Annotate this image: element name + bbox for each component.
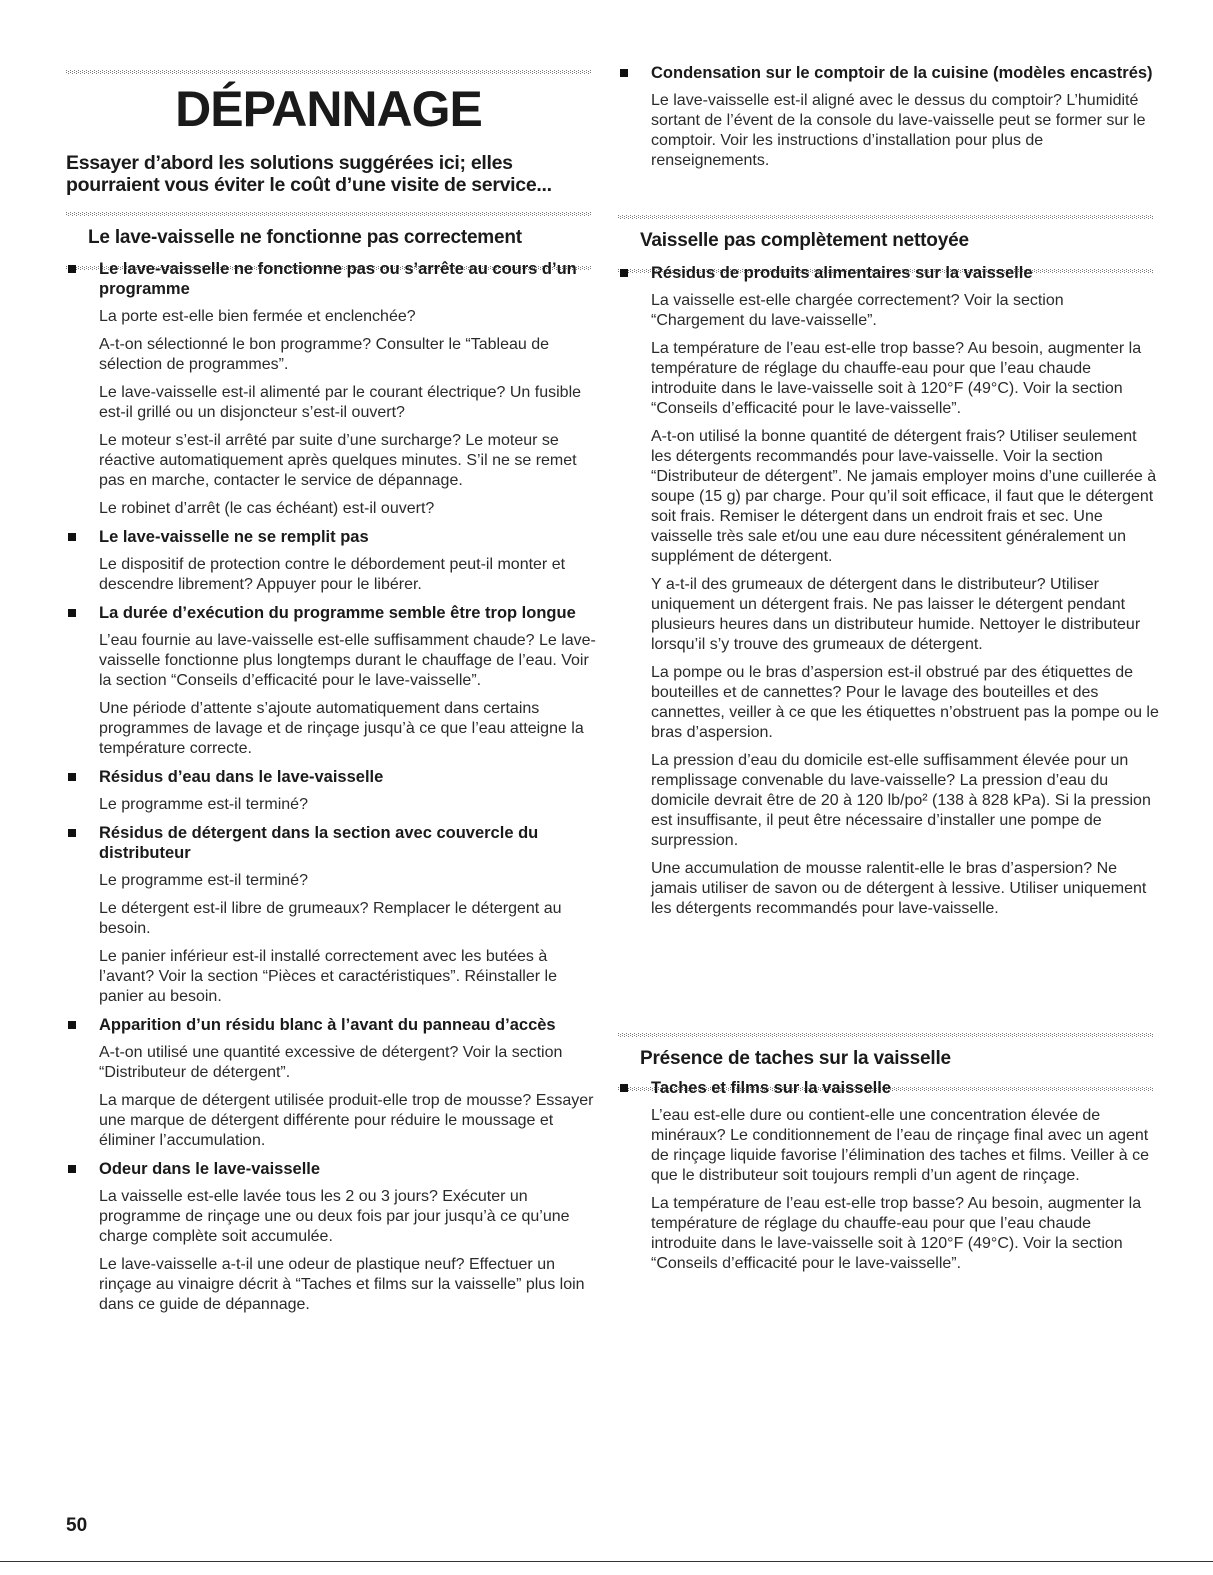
right-top-troubleshoot-list xyxy=(618,63,1160,179)
solution-text: La température de l’eau est-elle trop basse? Au besoin, augmenter la température de réglage du chauffe-eau pour que l’eau chaude introduite dans le lave-vaisselle soit à 120°F (49°C). Voir la section “Conseils d’efficacité pour le lave-vaisselle”. xyxy=(651,340,1142,417)
solution-text: La vaisselle est-elle chargée correctement? Voir la section “Chargement du lave-vaisselle”. xyxy=(651,292,1064,329)
solution-text: Le robinet d’arrêt (le cas échéant) est-il ouvert? xyxy=(99,500,435,517)
troubleshoot-item xyxy=(66,1159,596,1315)
square-bullet-icon xyxy=(68,609,76,617)
left-troubleshoot-list xyxy=(66,259,596,1323)
solution-text: L’eau est-elle dure ou contient-elle une concentration élevée de minéraux? Le conditionnement de l’eau de rinçage final avec un agent de rinçage liquide favorise l’élimination des taches et films. Veiller à ce que le distributeur soit toujours rempli d’un agent de rinçage. xyxy=(651,1107,1150,1184)
square-bullet-icon xyxy=(620,269,628,277)
solution-text: Le lave-vaisselle a-t-il une odeur de plastique neuf? Effectuer un rinçage au vinaigre décrit à “Taches et films sur la vaisselle” plus loin dans ce guide de dépannage. xyxy=(99,1256,585,1313)
solution-text: L’eau fournie au lave-vaisselle est-elle suffisamment chaude? Le lave-vaisselle fonctionne plus longtemps durant le chauffage de l’eau. Voir la section “Conseils d’efficacité pour le lave-vaisselle”. xyxy=(99,632,596,689)
square-bullet-icon xyxy=(68,773,76,781)
solution-text: La pression d’eau du domicile est-elle suffisamment élevée pour un remplissage convenable du lave-vaisselle? La pression d’eau du domicile devrait être de 20 à 120 lb/po² (138 à 828 kPa). Si la pression est insuffisante, il peut être nécessaire d’installer une pompe de surpression. xyxy=(651,752,1151,849)
troubleshoot-item xyxy=(66,1015,596,1151)
section-title: Vaisselle pas complètement nettoyée xyxy=(640,230,969,251)
solution-text: Le programme est-il terminé? xyxy=(99,796,308,813)
problem-title: Le lave-vaisselle ne se remplit pas xyxy=(99,528,369,546)
troubleshoot-item xyxy=(66,823,596,1007)
square-bullet-icon xyxy=(620,69,628,77)
solution-text: A-t-on sélectionné le bon programme? Consulter le “Tableau de sélection de programmes”. xyxy=(99,336,550,373)
problem-title: Résidus d’eau dans le lave-vaisselle xyxy=(99,768,384,786)
title-dither-rule xyxy=(66,70,591,74)
square-bullet-icon xyxy=(68,533,76,541)
solution-text: La porte est-elle bien fermée et enclenchée? xyxy=(99,308,416,325)
solution-text: Le panier inférieur est-il installé correctement avec les butées à l’avant? Voir la section “Pièces et caractéristiques”. Réinstaller le panier au besoin. xyxy=(99,948,557,1005)
problem-title: Condensation sur le comptoir de la cuisine (modèles encastrés) xyxy=(651,64,1153,82)
solution-text: La marque de détergent utilisée produit-elle trop de mousse? Essayer une marque de détergent différente pour réduire le moussage et éliminer l’accumulation. xyxy=(99,1092,594,1149)
intro-text: Essayer d’abord les solutions suggérées ici; elles pourraient vous éviter le coût d’une visite de service... xyxy=(66,152,552,196)
section-dither-top xyxy=(618,1033,1153,1037)
square-bullet-icon xyxy=(68,1165,76,1173)
troubleshoot-item xyxy=(66,527,596,595)
troubleshoot-item xyxy=(618,1078,1160,1274)
troubleshoot-item xyxy=(618,63,1160,171)
solution-text: Une période d’attente s’ajoute automatiquement dans certains programmes de lavage et de rinçage jusqu’à ce que l’eau atteigne la température correcte. xyxy=(99,700,584,757)
troubleshoot-item xyxy=(66,767,596,815)
solution-text: Le lave-vaisselle est-il aligné avec le dessus du comptoir? L’humidité sortant de l’évent de la console du lave-vaisselle peut se former sur le comptoir. Voir les instructions d’installation pour plus de renseignements. xyxy=(651,92,1146,169)
solution-text: Le détergent est-il libre de grumeaux? Remplacer le détergent au besoin. xyxy=(99,900,562,937)
section-dither-top xyxy=(618,215,1153,219)
not-clean-troubleshoot-list xyxy=(618,263,1160,927)
square-bullet-icon xyxy=(68,829,76,837)
spots-troubleshoot-list xyxy=(618,1078,1160,1282)
troubleshoot-item xyxy=(66,603,596,759)
solution-text: A-t-on utilisé la bonne quantité de détergent frais? Utiliser seulement les détergents recommandés pour lave-vaisselle. Voir la section “Distributeur de détergent”. Ne jamais employer moins d’une cuillerée à soupe (15 g) par charge. Pour qu’il soit efficace, il faut que le détergent soit frais. Remiser le détergent dans un endroit frais et sec. Une vaisselle très sale et/ou une eau dure nécessitent généralement un supplément de détergent. xyxy=(651,428,1157,565)
section-title: Présence de taches sur la vaisselle xyxy=(640,1048,951,1069)
solution-text: La température de l’eau est-elle trop basse? Au besoin, augmenter la température de réglage du chauffe-eau pour que l’eau chaude introduite dans le lave-vaisselle soit à 120°F (49°C). Voir la section “Conseils d’efficacité pour le lave-vaisselle”. xyxy=(651,1195,1142,1272)
solution-text: La vaisselle est-elle lavée tous les 2 ou 3 jours? Exécuter un programme de rinçage une ou deux fois par jour jusqu’à ce qu’une charge complète soit accumulée. xyxy=(99,1188,570,1245)
section-title: Le lave-vaisselle ne fonctionne pas correctement xyxy=(88,227,522,248)
section-dither-top xyxy=(66,212,591,216)
page-number: 50 xyxy=(66,1515,88,1536)
solution-text: Le lave-vaisselle est-il alimenté par le courant électrique? Un fusible est-il grillé ou un disjoncteur s’est-il ouvert? xyxy=(99,384,582,421)
solution-text: A-t-on utilisé une quantité excessive de détergent? Voir la section “Distributeur de détergent”. xyxy=(99,1044,563,1081)
problem-title: La durée d’exécution du programme semble être trop longue xyxy=(99,604,576,622)
solution-text: Le moteur s’est-il arrêté par suite d’une surcharge? Le moteur se réactive automatiquement après quelques minutes. S’il ne se remet pas en marche, contacter le service de dépannage. xyxy=(99,432,577,489)
solution-text: Le programme est-il terminé? xyxy=(99,872,308,889)
problem-title: Taches et films sur la vaisselle xyxy=(651,1079,891,1097)
problem-title: Odeur dans le lave-vaisselle xyxy=(99,1160,321,1178)
troubleshoot-item xyxy=(618,263,1160,919)
footer-rule xyxy=(0,1561,1213,1562)
problem-title: Apparition d’un résidu blanc à l’avant du panneau d’accès xyxy=(99,1016,556,1034)
page-title: DÉPANNAGE xyxy=(175,81,482,137)
problem-title: Résidus de détergent dans la section avec couvercle du distributeur xyxy=(99,824,539,862)
solution-text: Y a-t-il des grumeaux de détergent dans le distributeur? Utiliser uniquement un détergent frais. Ne pas laisser le détergent pendant plusieurs heures dans un distributeur humide. Nettoyer le distributeur lorsqu’il s’y trouve des grumeaux de détergent. xyxy=(651,576,1141,653)
problem-title: Résidus de produits alimentaires sur la vaisselle xyxy=(651,264,1033,282)
solution-text: Le dispositif de protection contre le débordement peut-il monter et descendre librement? Appuyer pour le libérer. xyxy=(99,556,566,593)
square-bullet-icon xyxy=(68,1021,76,1029)
troubleshoot-item xyxy=(66,259,596,519)
square-bullet-icon xyxy=(68,265,76,273)
square-bullet-icon xyxy=(620,1084,628,1092)
solution-text: La pompe ou le bras d’aspersion est-il obstrué par des étiquettes de bouteilles et de cannettes? Pour le lavage des bouteilles et des cannettes, veiller à ce que les étiquettes n’obstruent pas la pompe ou le bras d’aspersion. xyxy=(651,664,1159,741)
problem-title: Le lave-vaisselle ne fonctionne pas ou s’arrête au cours d’un programme xyxy=(99,260,577,298)
solution-text: Une accumulation de mousse ralentit-elle le bras d’aspersion? Ne jamais utiliser de savon ou de détergent à lessive. Utiliser uniquement les détergents recommandés pour lave-vaisselle. xyxy=(651,860,1147,917)
